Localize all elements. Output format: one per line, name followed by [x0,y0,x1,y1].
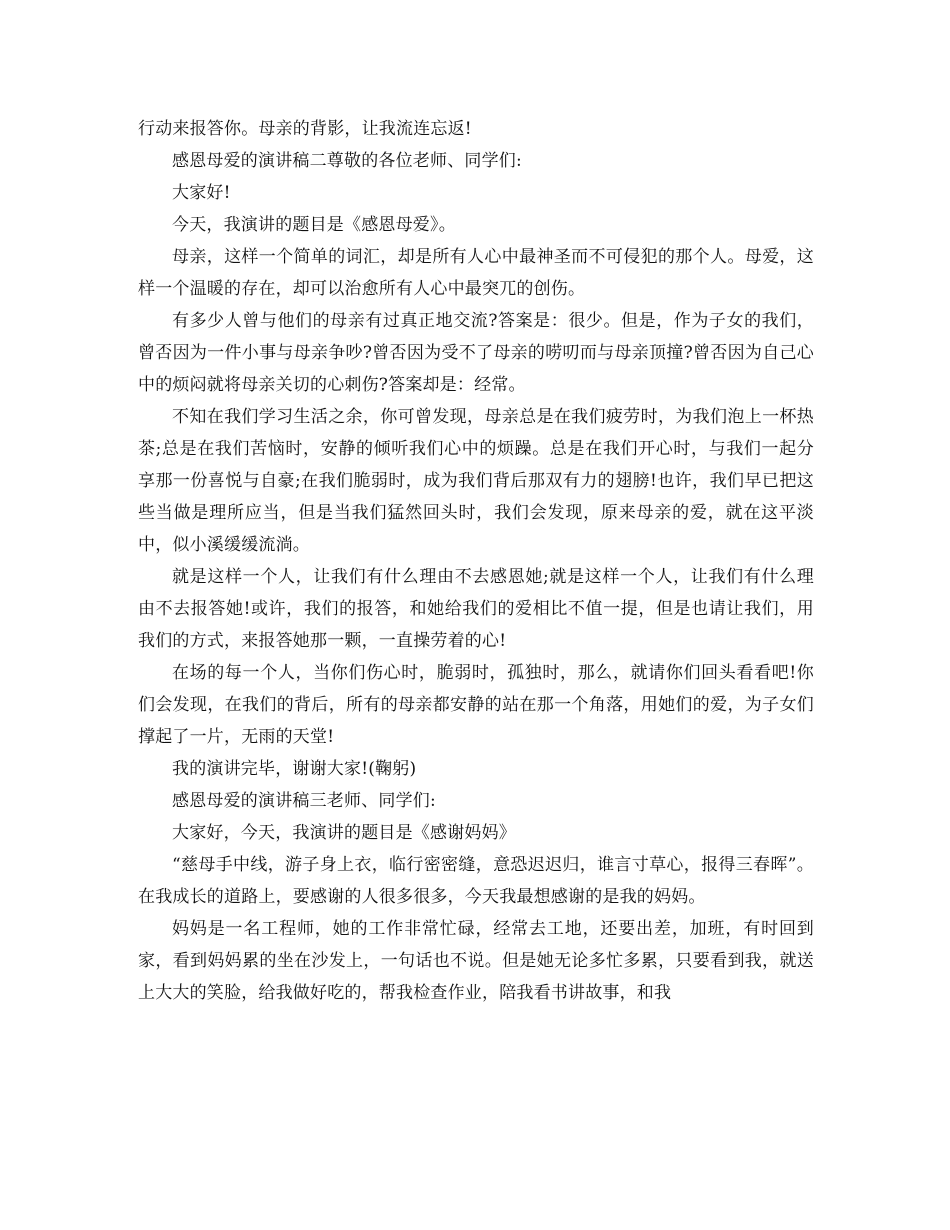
paragraph-7: 不知在我们学习生活之余，你可曾发现，母亲总是在我们疲劳时，为我们泡上一杯热茶;总是在我们苦恼时，安静的倾听我们心中的烦躁。总是在我们开心时，与我们一起分享那一份喜悦与自豪;在我们脆弱时，成为我们背后那双有力的翅膀!也许，我们早已把这些当做是理所应当，但是当我们猛然回头时，我们会发现，原来母亲的爱，就在这平淡中，似小溪缓缓流淌。 [138,407,814,555]
paragraph-10: 我的演讲完毕，谢谢大家!(鞠躬) [172,759,417,779]
paragraph-14: 妈妈是一名工程师，她的工作非常忙碌，经常去工地，还要出差，加班，有时回到家，看到妈妈累的坐在沙发上，一句话也不说。但是她无论多忙多累，只要看到我，就送上大大的笑脸，给我做好吃的，帮我检查作业，陪我看书讲故事，和我 [138,919,814,1003]
paragraph-4: 今天，我演讲的题目是《感恩母爱》。 [172,215,456,235]
paragraph-1: 行动来报答你。母亲的背影，让我流连忘返! [138,119,472,139]
paragraph-13: “慈母手中线，游子身上衣，临行密密缝，意恐迟迟归，谁言寸草心，报得三春晖”。在我成长的道路上，要感谢的人很多很多，今天我最想感谢的是我的妈妈。 [138,855,814,907]
paragraph-3: 大家好! [172,183,231,203]
paragraph-12: 大家好，今天，我演讲的题目是《感谢妈妈》 [172,823,516,843]
document-body [138,113,814,1009]
paragraph-2: 感恩母爱的演讲稿二尊敬的各位老师、同学们: [172,151,522,171]
paragraph-8: 就是这样一个人，让我们有什么理由不去感恩她;就是这样一个人，让我们有什么理由不去报答她!或许，我们的报答，和她给我们的爱相比不值一提，但是也请让我们，用我们的方式，来报答她那一颗，一直操劳着的心! [138,567,814,651]
paragraph-6: 有多少人曾与他们的母亲有过真正地交流?答案是：很少。但是，作为子女的我们，曾否因为一件小事与母亲争吵?曾否因为受不了母亲的唠叨而与母亲顶撞?曾否因为自己心中的烦闷就将母亲关切的心刺伤?答案却是：经常。 [138,311,814,395]
paragraph-9: 在场的每一个人，当你们伤心时，脆弱时，孤独时，那么，就请你们回头看看吧!你们会发现，在我们的背后，所有的母亲都安静的站在那一个角落，用她们的爱，为子女们撑起了一片，无雨的天堂! [138,663,814,747]
paragraph-5: 母亲，这样一个简单的词汇，却是所有人心中最神圣而不可侵犯的那个人。母爱，这样一个温暖的存在，却可以治愈所有人心中最突兀的创伤。 [138,247,814,299]
paragraph-11: 感恩母爱的演讲稿三老师、同学们: [172,791,436,811]
